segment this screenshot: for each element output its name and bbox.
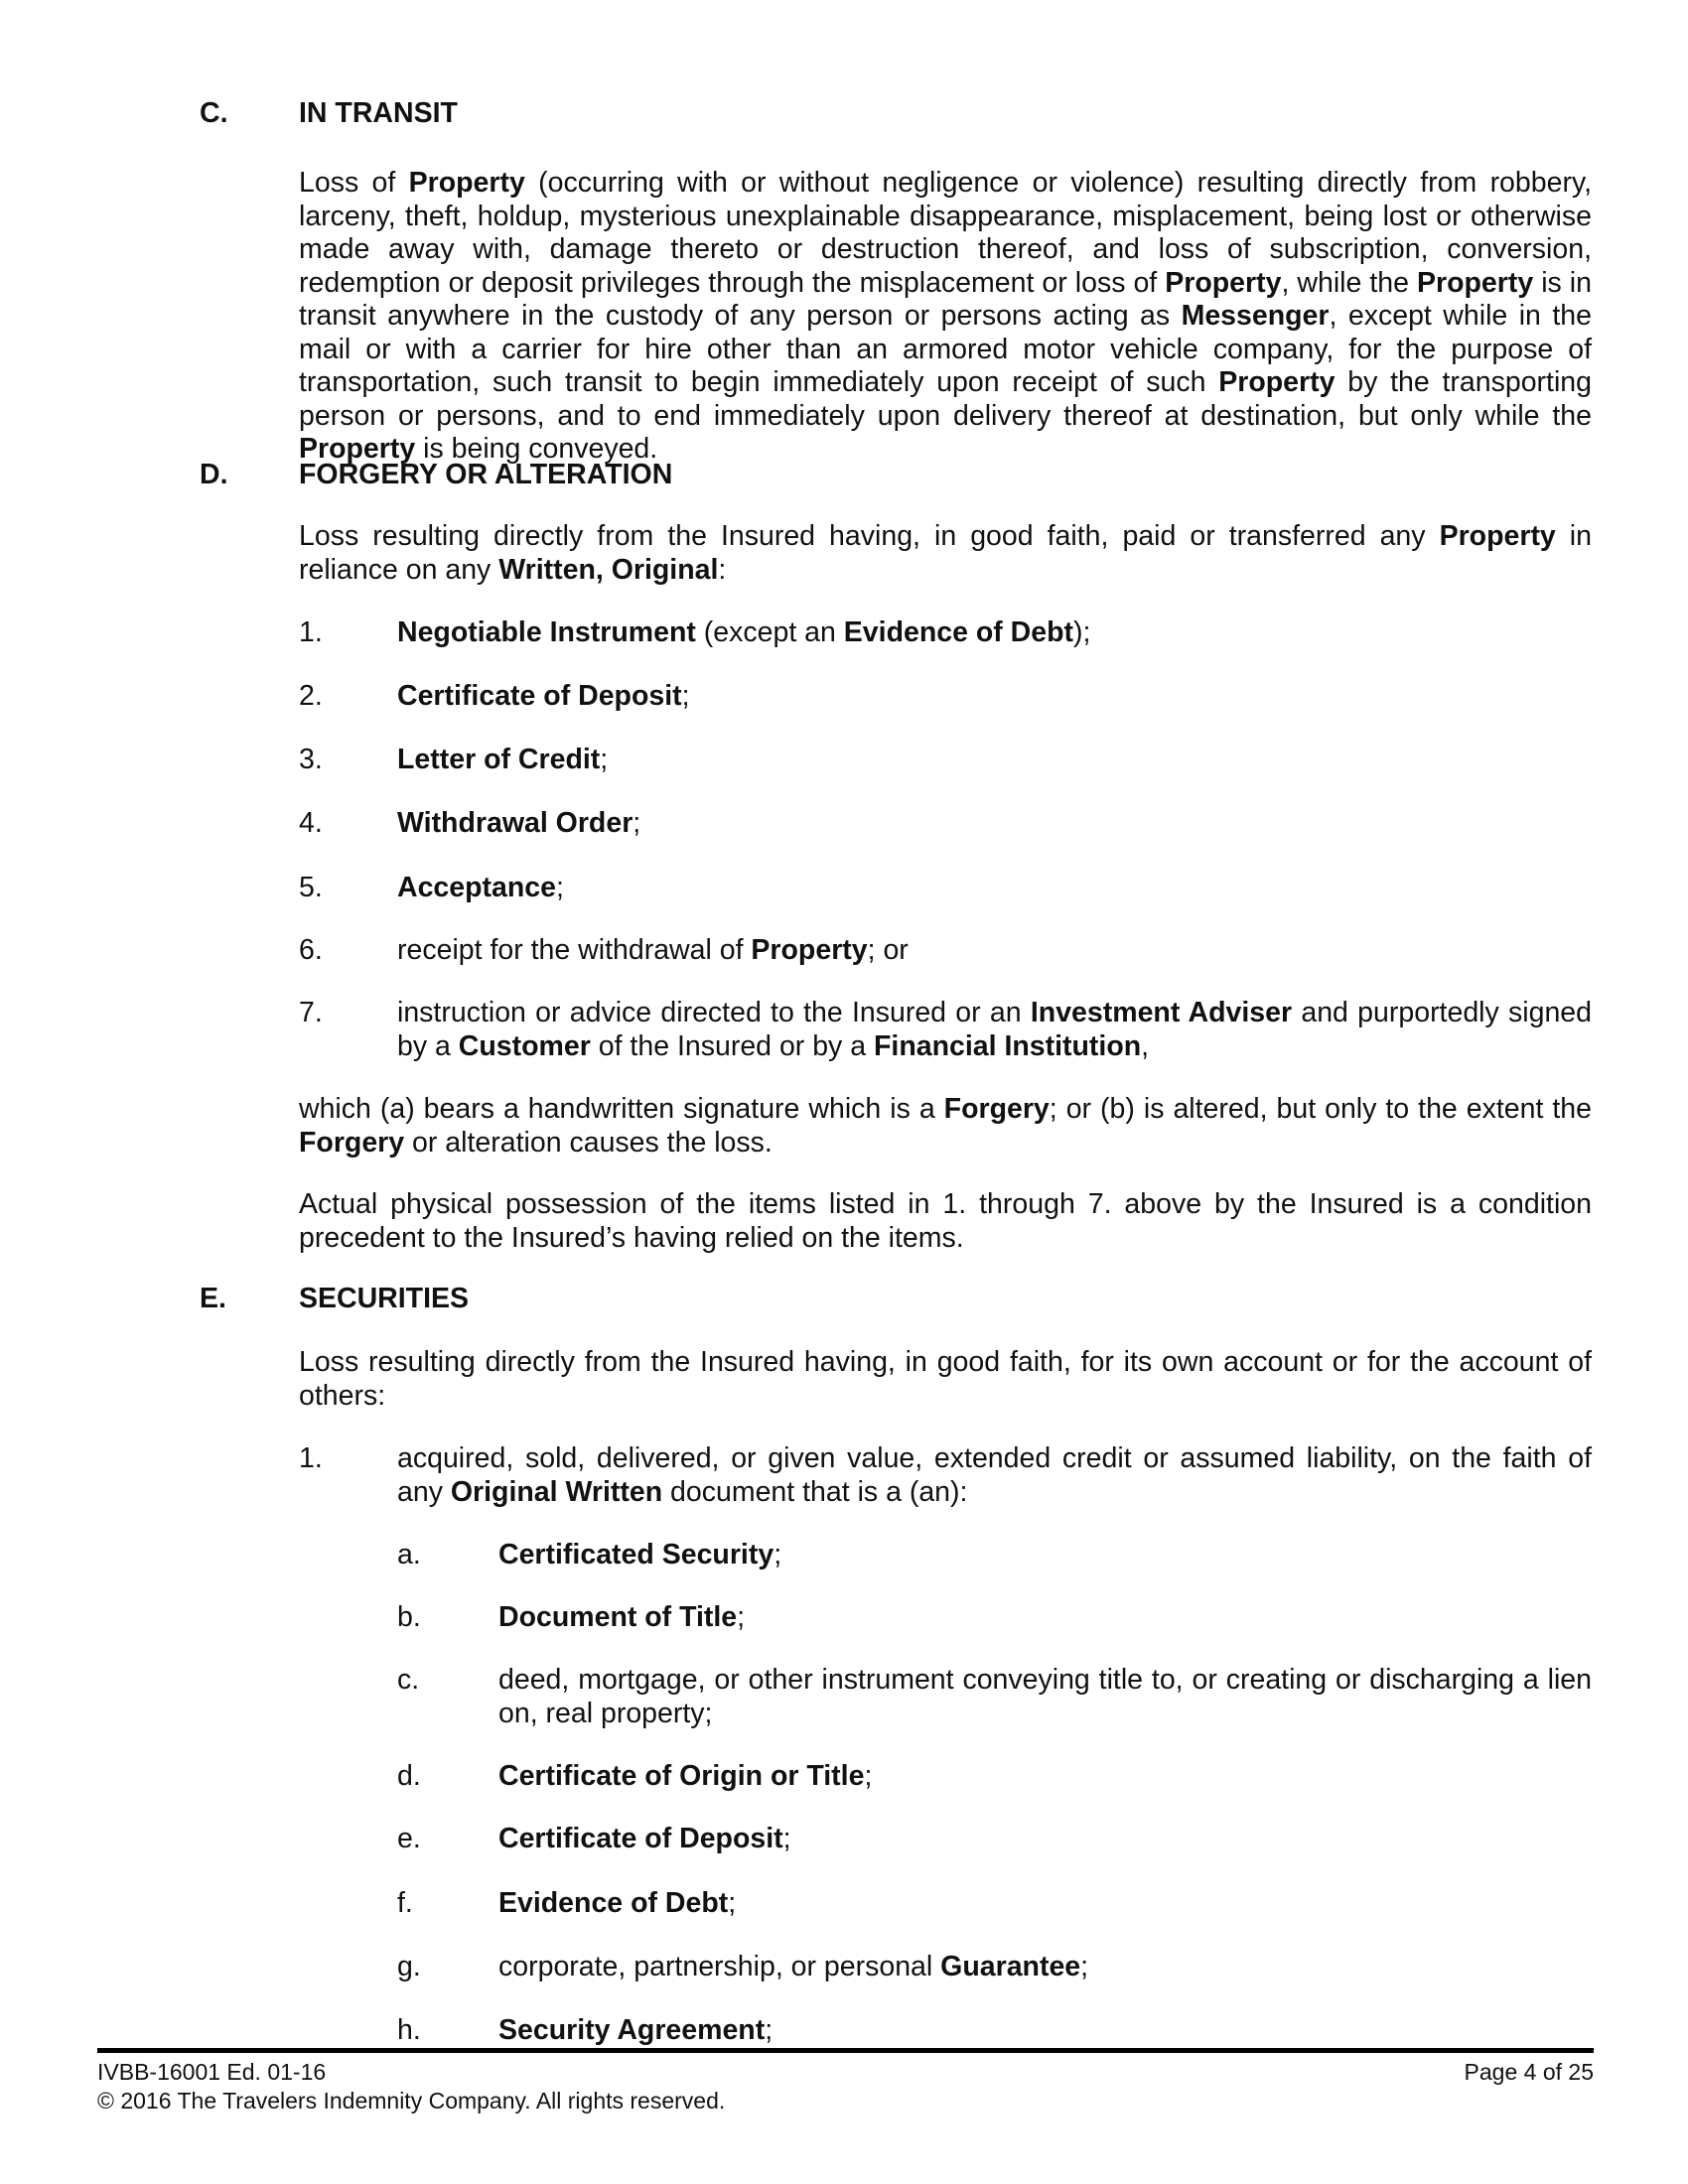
bold-defined-term: Certificate of Deposit xyxy=(397,680,682,712)
sublist-letter: b. xyxy=(397,1601,421,1633)
list-item xyxy=(397,744,1592,777)
text-run: by the transporting person or persons, and to end immediately upon delivery thereof at destination, but only while the xyxy=(299,366,1592,432)
text-run: in reliance on any xyxy=(299,520,1592,586)
sublist-letter: h. xyxy=(397,2014,421,2046)
list-item xyxy=(397,997,1592,1063)
sublist-letter: a. xyxy=(397,1539,421,1570)
text-run: : xyxy=(718,553,727,586)
footer-form-number: IVBB-16001 Ed. 01-16 xyxy=(97,2059,327,2085)
bold-defined-term: Security Agreement xyxy=(498,2014,766,2046)
text-run: Actual physical possession of the items listed in 1. through 7. above by the Insured is a condition precedent to the Insured’s having relied on the items. xyxy=(299,1188,1592,1254)
sublist-item xyxy=(498,1539,1592,1572)
text-run: ; xyxy=(1080,1951,1089,1982)
sublist-letter: c. xyxy=(397,1664,420,1696)
text-run: ; xyxy=(864,1760,873,1792)
section-c-paragraph xyxy=(299,167,1592,467)
text-run: ; or (b) is altered, but only to the extent the xyxy=(1049,1093,1593,1125)
text-run: , while the xyxy=(1281,266,1417,299)
sublist-item xyxy=(498,1887,1592,1921)
text-run: Loss of xyxy=(299,167,409,199)
list-item xyxy=(397,680,1592,714)
text-run: ; xyxy=(782,1823,791,1854)
text-run: ; xyxy=(774,1539,782,1570)
section-c-title: IN TRANSIT xyxy=(299,97,458,129)
text-run: ; xyxy=(633,807,641,839)
text-run: corporate, partnership, or personal xyxy=(498,1951,941,1982)
section-d-possession-clause xyxy=(299,1188,1592,1255)
text-run: (except an xyxy=(695,616,844,648)
sublist-item xyxy=(498,1823,1592,1856)
text-run: ; xyxy=(737,1601,746,1633)
bold-defined-term: Original Written xyxy=(450,1475,663,1508)
sublist-item xyxy=(498,1760,1592,1794)
text-run: is in transit anywhere in the custody of any person or persons acting as xyxy=(299,266,1592,332)
text-run: Loss resulting directly from the Insured having, in good faith, paid or transferred any xyxy=(299,520,1440,552)
text-run: (occurring with or without negligence or violence) resulting directly from robbery, larceny, theft, holdup, mysterious unexplainable disappearance, misplacement, being lost or otherwise made away with, damage thereto or destruction thereof, and loss of subscription, conversion, redemption or deposit privileges through the misplacement or loss of xyxy=(299,167,1593,299)
bold-defined-term: Document of Title xyxy=(498,1601,738,1633)
text-run: acquired, sold, delivered, or given value, extended credit or assumed liability, on the faith of any xyxy=(397,1442,1592,1508)
section-e-letter: E. xyxy=(200,1283,226,1314)
sublist-item xyxy=(498,1664,1592,1730)
list-item xyxy=(397,616,1592,650)
list-item xyxy=(397,872,1592,905)
bold-defined-term: Evidence of Debt xyxy=(843,616,1074,648)
bold-defined-term: Messenger xyxy=(1181,300,1330,332)
bold-defined-term: Property xyxy=(1439,520,1556,552)
sublist-item xyxy=(498,1951,1592,1984)
list-item xyxy=(397,1442,1592,1509)
sublist-letter: d. xyxy=(397,1760,421,1792)
section-d-forgery-clause xyxy=(299,1093,1592,1160)
text-run: , except while in the mail or with a carrier for hire other than an armored motor vehicle company, for the purpose of transportation, such transit to begin immediately upon receipt of such xyxy=(299,300,1592,398)
list-number: 1. xyxy=(299,1442,323,1474)
bold-defined-term: Forgery xyxy=(299,1126,405,1159)
bold-defined-term: Certificate of Deposit xyxy=(498,1823,783,1854)
text-run: document that is a (an): xyxy=(662,1475,968,1508)
text-run: instruction or advice directed to the Insured or an xyxy=(397,997,1031,1028)
text-run: ; xyxy=(600,744,609,775)
list-number: 3. xyxy=(299,744,323,775)
list-number: 4. xyxy=(299,807,323,839)
text-run: ; xyxy=(681,680,690,712)
bold-defined-term: Property xyxy=(299,433,416,465)
bold-defined-term: Customer xyxy=(458,1029,591,1062)
text-run: which (a) bears a handwritten signature which is a xyxy=(299,1093,944,1125)
bold-defined-term: Negotiable Instrument xyxy=(397,616,696,648)
list-number: 1. xyxy=(299,616,323,648)
bold-defined-term: Property xyxy=(1416,266,1534,299)
text-run: ; xyxy=(728,1887,737,1919)
bold-defined-term: Acceptance xyxy=(397,872,556,903)
sublist-letter: e. xyxy=(397,1823,421,1854)
bold-defined-term: Written, Original xyxy=(498,553,719,586)
sublist-letter: f. xyxy=(397,1887,413,1919)
section-c-letter: C. xyxy=(200,97,228,129)
text-run: or alteration causes the loss. xyxy=(404,1126,773,1159)
footer-page-number: Page 4 of 25 xyxy=(1464,2059,1594,2085)
text-run: of the Insured or by a xyxy=(590,1029,874,1062)
section-d-intro xyxy=(299,520,1592,587)
bold-defined-term: Financial Institution xyxy=(874,1029,1142,1062)
sublist-item xyxy=(498,1601,1592,1635)
text-run: ); xyxy=(1073,616,1091,648)
list-item xyxy=(397,934,1592,968)
section-d-letter: D. xyxy=(200,459,228,490)
list-item xyxy=(397,807,1592,841)
list-number: 7. xyxy=(299,997,323,1028)
bold-defined-term: Guarantee xyxy=(940,1951,1081,1982)
bold-defined-term: Certificate of Origin or Title xyxy=(498,1760,865,1792)
text-run: and purportedly signed by a xyxy=(397,997,1593,1062)
bold-defined-term: Property xyxy=(408,167,525,199)
section-e-intro xyxy=(299,1346,1592,1413)
bold-defined-term: Property xyxy=(751,934,868,966)
footer-copyright: © 2016 The Travelers Indemnity Company. All rights reserved. xyxy=(97,2088,726,2114)
bold-defined-term: Investment Adviser xyxy=(1030,997,1293,1028)
text-run: ; xyxy=(556,872,564,903)
section-e-title: SECURITIES xyxy=(299,1283,470,1314)
sublist-item xyxy=(498,2014,1592,2048)
text-run: , xyxy=(1141,1029,1150,1062)
sublist-letter: g. xyxy=(397,1951,421,1982)
text-run: ; or xyxy=(867,934,909,966)
bold-defined-term: Property xyxy=(1165,266,1282,299)
bold-defined-term: Certificated Security xyxy=(498,1539,774,1570)
bold-defined-term: Evidence of Debt xyxy=(498,1887,729,1919)
text-run: ; xyxy=(765,2014,774,2046)
text-run: deed, mortgage, or other instrument conveying title to, or creating or discharging a lien on, real property; xyxy=(498,1664,1592,1729)
bold-defined-term: Property xyxy=(1218,366,1336,398)
text-run: is being conveyed. xyxy=(415,433,658,465)
list-number: 5. xyxy=(299,872,323,903)
bold-defined-term: Withdrawal Order xyxy=(397,807,633,839)
bold-defined-term: Forgery xyxy=(943,1093,1050,1125)
list-number: 6. xyxy=(299,934,323,966)
footer-rule xyxy=(97,2048,1594,2053)
section-d-title: FORGERY OR ALTERATION xyxy=(299,459,673,490)
list-number: 2. xyxy=(299,680,323,712)
text-run: Loss resulting directly from the Insured having, in good faith, for its own account or for the account of others: xyxy=(299,1346,1592,1412)
bold-defined-term: Letter of Credit xyxy=(397,744,601,775)
text-run: receipt for the withdrawal of xyxy=(397,934,752,966)
